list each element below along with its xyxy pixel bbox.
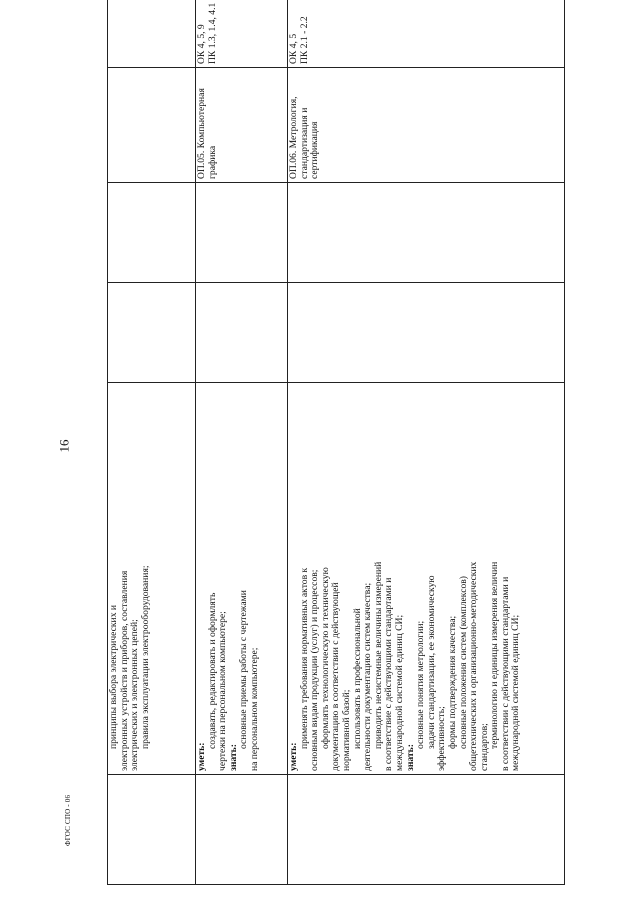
text-line: электронных устройств и приборов, составления (118, 570, 130, 771)
text-line: формы подтверждения качества; (446, 615, 458, 749)
text-line: стандартов; (478, 723, 490, 771)
empty-cell (288, 775, 565, 885)
description-cell (196, 383, 288, 775)
text-line: основным видам продукции (услуг) и процессов; (309, 569, 321, 771)
competence-line: ПК 2.1 - 2.2 (298, 16, 310, 64)
rotated-table-container (107, 2, 565, 885)
description-cell (288, 383, 565, 775)
empty-cell (196, 775, 288, 885)
text-line: деятельности документацию систем качества; (362, 582, 374, 771)
empty-cell (288, 183, 565, 283)
text-line: документацию в соответствии с действующей (330, 582, 342, 771)
empty-cell (108, 183, 196, 283)
description-cell (108, 383, 196, 775)
text-line: эффективность; (436, 706, 448, 771)
umet-label: уметь: (288, 742, 299, 771)
text-line: международной системой единиц СИ; (510, 614, 522, 771)
znat-label: знать: (227, 744, 239, 771)
text-line: на персональном компьютере; (248, 647, 260, 771)
empty-cell (196, 183, 288, 283)
text-line: правила эксплуатации электрооборудования; (139, 565, 151, 749)
text-line: в соответствие с действующими стандартами и (383, 577, 395, 771)
empty-cell (196, 283, 288, 383)
znat-label: знать: (404, 744, 416, 771)
empty-cell (108, 283, 196, 383)
table-row (288, 0, 565, 885)
table-row (108, 0, 196, 885)
discipline-cell (108, 68, 196, 183)
text-line: использовать в профессиональной (351, 608, 363, 749)
text-line: общетехнических и организационно-методических (468, 561, 480, 771)
umet-label: уметь: (196, 742, 207, 771)
text-line: основные приемы работы с чертежами (238, 590, 250, 749)
competence-cell (108, 0, 196, 68)
text-line: основные положения систем (комплексов) (457, 576, 469, 749)
text-line: применять требования нормативных актов к (298, 567, 310, 749)
text-line: задачи стандартизации, ее экономическую (425, 575, 437, 749)
text-line: терминологию и единицы измерения величин (489, 561, 501, 749)
competence-line: ОК 4, 5 (288, 33, 299, 64)
competence-line: ОК 4, 5, 9 (196, 24, 207, 64)
competence-line: ПК 1.3, 1.4, 4.1 (206, 2, 218, 64)
text-line: приводить несистемные величины измерений (372, 561, 384, 749)
text-line: оформлять технологическую и техническую (319, 567, 331, 749)
competency-table (107, 0, 565, 885)
empty-cell (288, 283, 565, 383)
competence-cell (288, 0, 565, 68)
discipline-cell: ОП.06. Метрология, стандартизация и сертификация (288, 68, 565, 183)
page-number: 16 (56, 439, 72, 453)
text-line: чертежи на персональном компьютере; (217, 611, 229, 771)
text-line: нормативной базой; (340, 689, 352, 771)
text-line: основные понятия метрологии; (415, 620, 427, 749)
text-line: в соответствии с действующими стандартами и (499, 576, 511, 771)
text-line: международной системой единиц СИ; (393, 614, 405, 771)
competence-cell (196, 0, 288, 68)
discipline-cell: ОП.05. Компьютерная графика (196, 68, 288, 183)
footer-code: ФГОС СПО - 06 (64, 794, 72, 846)
text-line: принципы выбора электрических и (108, 604, 119, 749)
text-line: создавать, редактировать и оформлять (206, 592, 218, 749)
text-line: электрических и электронных цепей; (129, 619, 141, 771)
table-row (196, 0, 288, 885)
empty-cell (108, 775, 196, 885)
